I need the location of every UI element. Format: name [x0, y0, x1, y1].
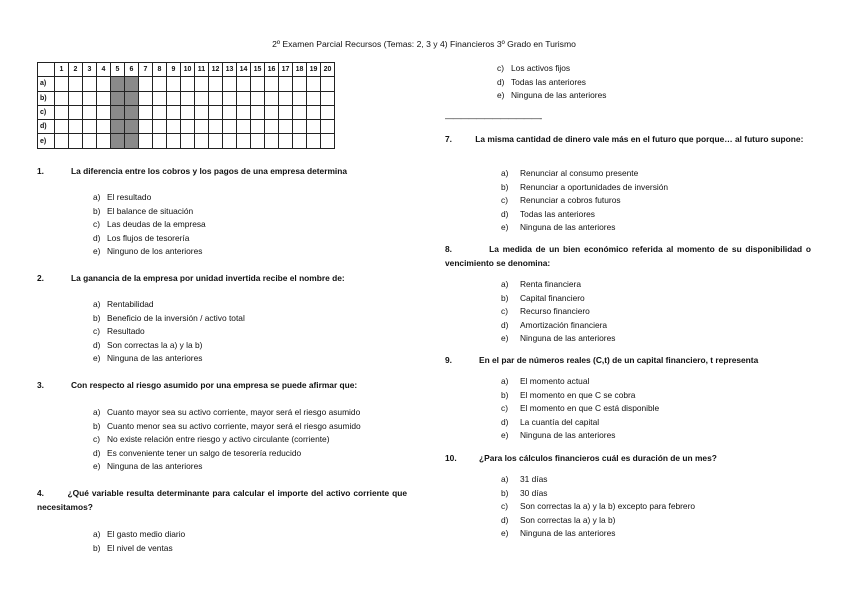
grid-answer-cell[interactable]: [195, 105, 209, 119]
option: b) Capital financiero: [501, 292, 585, 303]
grid-column-header: 11: [195, 63, 209, 77]
grid-answer-cell[interactable]: [153, 120, 167, 134]
option: d) La cuantía del capital: [501, 416, 600, 427]
answer-grid: [37, 62, 335, 149]
grid-answer-cell[interactable]: [223, 134, 237, 148]
grid-answer-cell[interactable]: [251, 77, 265, 91]
option: a) Cuanto mayor sea su activo corriente, mayor será el riesgo asumido: [93, 407, 361, 417]
question-number: 8.: [445, 244, 452, 254]
grid-row-label: c): [38, 105, 55, 119]
grid-answer-cell[interactable]: [139, 91, 153, 105]
separator-line: ————————————-: [445, 113, 542, 123]
grid-answer-cell[interactable]: [167, 120, 181, 134]
grid-answer-cell[interactable]: [69, 134, 83, 148]
grid-answer-cell[interactable]: [237, 91, 251, 105]
grid-answer-cell[interactable]: [307, 105, 321, 119]
grid-answer-cell[interactable]: [69, 91, 83, 105]
grid-answer-cell[interactable]: [83, 120, 97, 134]
grid-answer-cell[interactable]: [125, 77, 139, 91]
grid-answer-cell[interactable]: [139, 105, 153, 119]
question-text: En el par de números reales (C,t) de un capital financiero, t representa: [479, 355, 759, 365]
grid-corner-cell: [38, 63, 55, 77]
option: d) Amortización financiera: [501, 319, 608, 330]
grid-answer-cell[interactable]: [111, 91, 125, 105]
grid-answer-cell[interactable]: [125, 91, 139, 105]
grid-column-header: 7: [139, 63, 153, 77]
grid-answer-cell[interactable]: [195, 134, 209, 148]
grid-answer-cell[interactable]: [307, 91, 321, 105]
grid-answer-cell[interactable]: [111, 134, 125, 148]
grid-answer-cell[interactable]: [321, 77, 335, 91]
option: b) 30 días: [501, 487, 548, 498]
grid-answer-cell[interactable]: [153, 77, 167, 91]
grid-answer-cell[interactable]: [293, 120, 307, 134]
options-q7: [501, 167, 668, 235]
question-text: La diferencia entre los cobros y los pagos de una empresa determina: [71, 166, 347, 176]
grid-column-header: 17: [279, 63, 293, 77]
question-text: Con respecto al riesgo asumido por una empresa se puede afirmar que:: [71, 380, 358, 390]
option: c) Recurso financiero: [501, 306, 590, 317]
grid-answer-cell[interactable]: [293, 134, 307, 148]
question-2: [37, 272, 417, 286]
option: b) El balance de situación: [93, 205, 194, 216]
grid-answer-cell[interactable]: [55, 77, 69, 91]
option: e) Ninguna de las anteriores: [497, 90, 607, 101]
grid-answer-cell[interactable]: [153, 105, 167, 119]
grid-answer-cell[interactable]: [307, 134, 321, 148]
option: e) Ninguna de las anteriores: [501, 333, 616, 344]
grid-row-label: b): [38, 91, 55, 105]
grid-answer-cell[interactable]: [97, 91, 111, 105]
grid-answer-cell[interactable]: [209, 134, 223, 148]
grid-answer-cell[interactable]: [97, 105, 111, 119]
grid-answer-cell[interactable]: [307, 120, 321, 134]
grid-row: [38, 105, 335, 119]
options-q1: [93, 191, 206, 259]
options-q8: [501, 278, 615, 346]
grid-answer-cell[interactable]: [55, 120, 69, 134]
grid-answer-cell[interactable]: [55, 134, 69, 148]
question-number: 3.: [37, 380, 44, 390]
option: b) Cuanto menor sea su activo corriente, mayor será el riesgo asumido: [93, 420, 361, 431]
grid-answer-cell[interactable]: [293, 77, 307, 91]
grid-answer-cell[interactable]: [265, 120, 279, 134]
grid-column-header: 6: [125, 63, 139, 77]
grid-column-header: 14: [237, 63, 251, 77]
grid-answer-cell[interactable]: [181, 105, 195, 119]
grid-answer-cell[interactable]: [237, 134, 251, 148]
question-number: 7.: [445, 134, 452, 144]
grid-column-header: 2: [69, 63, 83, 77]
grid-answer-cell[interactable]: [321, 105, 335, 119]
grid-answer-cell[interactable]: [167, 77, 181, 91]
question-1: [37, 165, 397, 179]
grid-answer-cell[interactable]: [111, 77, 125, 91]
grid-answer-cell[interactable]: [279, 105, 293, 119]
option: e) Ninguna de las anteriores: [501, 528, 616, 539]
grid-answer-cell[interactable]: [55, 105, 69, 119]
grid-column-header: 20: [321, 63, 335, 77]
option: d) Son correctas la a) y la b): [501, 514, 616, 525]
grid-answer-cell[interactable]: [181, 77, 195, 91]
grid-column-header: 18: [293, 63, 307, 77]
question-text: ¿Para los cálculos financieros cuál es duración de un mes?: [479, 453, 717, 463]
question-number: 2.: [37, 273, 44, 283]
option: b) Renunciar a oportunidades de inversión: [501, 181, 669, 192]
grid-answer-cell[interactable]: [97, 77, 111, 91]
question-text: 7. La misma cantidad de dinero vale más en el futuro que porque… al futuro supone:: [445, 134, 804, 144]
option: e) Ninguna de las anteriores: [501, 222, 616, 233]
grid-answer-cell[interactable]: [223, 91, 237, 105]
option: b) El nivel de ventas: [93, 542, 173, 553]
question-text: 8. La medida de un bien económico referida al momento de su disponibilidad o vencimiento se denomina:: [445, 244, 811, 268]
grid-answer-cell[interactable]: [223, 105, 237, 119]
grid-column-header: 19: [307, 63, 321, 77]
grid-answer-cell[interactable]: [223, 120, 237, 134]
grid-column-header: 10: [181, 63, 195, 77]
option: c) Renunciar a cobros futuros: [501, 195, 621, 206]
options-q10: [501, 473, 695, 541]
question-number: 1.: [37, 166, 44, 176]
grid-column-header: 1: [55, 63, 69, 77]
option: e) Ninguna de las anteriores: [501, 430, 616, 441]
grid-answer-cell[interactable]: [83, 134, 97, 148]
grid-column-header: 8: [153, 63, 167, 77]
grid-answer-cell[interactable]: [321, 134, 335, 148]
grid-answer-cell[interactable]: [181, 120, 195, 134]
grid-answer-cell[interactable]: [237, 77, 251, 91]
grid-answer-cell[interactable]: [209, 77, 223, 91]
grid-answer-cell[interactable]: [209, 91, 223, 105]
grid-answer-cell[interactable]: [83, 91, 97, 105]
option: c) Los activos fijos: [497, 63, 571, 73]
option: c) Son correctas la a) y la b) excepto para febrero: [501, 501, 696, 512]
grid-row: [38, 134, 335, 148]
option: d) Todas las anteriores: [501, 208, 595, 219]
grid-answer-cell[interactable]: [195, 77, 209, 91]
grid-answer-cell[interactable]: [167, 91, 181, 105]
option: c) Resultado: [93, 326, 145, 337]
grid-answer-cell[interactable]: [69, 120, 83, 134]
grid-answer-cell[interactable]: [293, 91, 307, 105]
grid-column-header: 15: [251, 63, 265, 77]
grid-answer-cell[interactable]: [265, 91, 279, 105]
question-number: 10.: [445, 453, 457, 463]
grid-answer-cell[interactable]: [97, 120, 111, 134]
grid-answer-cell[interactable]: [55, 91, 69, 105]
grid-answer-cell[interactable]: [83, 105, 97, 119]
grid-row: [38, 120, 335, 134]
options-continued: [497, 62, 606, 103]
option: c) El momento en que C está disponible: [501, 403, 660, 414]
option: a) El resultado: [93, 192, 152, 202]
question-number: 4.: [37, 488, 44, 498]
grid-answer-cell[interactable]: [139, 120, 153, 134]
grid-answer-cell[interactable]: [195, 91, 209, 105]
option: e) Ninguna de las anteriores: [93, 461, 203, 472]
option: d) Es conveniente tener un salgo de tesorería reducido: [93, 447, 302, 458]
grid-answer-cell[interactable]: [125, 120, 139, 134]
grid-answer-cell[interactable]: [153, 134, 167, 148]
option: d) Los flujos de tesorería: [93, 232, 190, 243]
grid-answer-cell[interactable]: [69, 77, 83, 91]
option: a) Renta financiera: [501, 279, 581, 289]
grid-answer-cell[interactable]: [181, 91, 195, 105]
grid-answer-cell[interactable]: [279, 134, 293, 148]
question-9: [445, 354, 825, 368]
option: a) Rentabilidad: [93, 299, 154, 309]
grid-answer-cell[interactable]: [321, 91, 335, 105]
grid-answer-cell[interactable]: [279, 91, 293, 105]
option: a) Renunciar al consumo presente: [501, 168, 639, 178]
grid-answer-cell[interactable]: [167, 105, 181, 119]
grid-column-header: 5: [111, 63, 125, 77]
grid-answer-cell[interactable]: [321, 120, 335, 134]
grid-answer-cell[interactable]: [265, 105, 279, 119]
grid-answer-cell[interactable]: [111, 105, 125, 119]
grid-answer-cell[interactable]: [251, 91, 265, 105]
grid-answer-cell[interactable]: [195, 120, 209, 134]
option: a) El momento actual: [501, 376, 590, 386]
grid-answer-cell[interactable]: [251, 120, 265, 134]
grid-answer-cell[interactable]: [251, 134, 265, 148]
options-q4: [93, 528, 185, 555]
grid-header-row: [38, 63, 335, 77]
option: c) Las deudas de la empresa: [93, 219, 206, 230]
grid-answer-cell[interactable]: [139, 77, 153, 91]
question-text: 4. ¿Qué variable resulta determinante para calcular el importe del activo corriente que necesitamos?: [37, 488, 407, 512]
question-7: [445, 133, 811, 147]
grid-answer-cell[interactable]: [209, 105, 223, 119]
grid-answer-cell[interactable]: [279, 120, 293, 134]
grid-column-header: 9: [167, 63, 181, 77]
grid-answer-cell[interactable]: [307, 77, 321, 91]
option: e) Ninguno de los anteriores: [93, 246, 203, 257]
option: e) Ninguna de las anteriores: [93, 353, 203, 364]
grid-answer-cell[interactable]: [69, 105, 83, 119]
grid-answer-cell[interactable]: [279, 77, 293, 91]
question-4: [37, 487, 407, 514]
question-text: La ganancia de la empresa por unidad invertida recibe el nombre de:: [71, 273, 345, 283]
options-q9: [501, 375, 659, 443]
option: d) Todas las anteriores: [497, 76, 586, 87]
question-8: [445, 243, 811, 270]
grid-row-label: a): [38, 77, 55, 91]
option: b) El momento en que C se cobra: [501, 389, 636, 400]
option: d) Son correctas la a) y la b): [93, 339, 203, 350]
grid-answer-cell[interactable]: [125, 105, 139, 119]
options-q3: [93, 406, 361, 474]
grid-answer-cell[interactable]: [153, 91, 167, 105]
grid-answer-cell[interactable]: [237, 105, 251, 119]
grid-column-header: 4: [97, 63, 111, 77]
grid-answer-cell[interactable]: [265, 77, 279, 91]
grid-row-label: e): [38, 134, 55, 148]
grid-column-header: 13: [223, 63, 237, 77]
page-title: 2º Examen Parcial Recursos (Temas: 2, 3 y 4) Financieros 3º Grado en Turismo: [272, 39, 576, 49]
option: c) No existe relación entre riesgo y activo circulante (corriente): [93, 434, 330, 445]
grid-row-label: d): [38, 120, 55, 134]
grid-answer-cell[interactable]: [167, 134, 181, 148]
grid-answer-cell[interactable]: [265, 134, 279, 148]
grid-answer-cell[interactable]: [181, 134, 195, 148]
grid-answer-cell[interactable]: [111, 120, 125, 134]
grid-answer-cell[interactable]: [125, 134, 139, 148]
option: a) 31 días: [501, 474, 548, 484]
grid-answer-cell[interactable]: [223, 77, 237, 91]
grid-row: [38, 91, 335, 105]
grid-answer-cell[interactable]: [209, 120, 223, 134]
grid-answer-cell[interactable]: [139, 134, 153, 148]
grid-column-header: 3: [83, 63, 97, 77]
grid-column-header: 12: [209, 63, 223, 77]
option: b) Beneficio de la inversión / activo total: [93, 312, 245, 323]
question-10: [445, 452, 825, 466]
question-3: [37, 379, 417, 393]
option: a) El gasto medio diario: [93, 529, 186, 539]
grid-answer-cell[interactable]: [293, 105, 307, 119]
question-number: 9.: [445, 355, 452, 365]
grid-answer-cell[interactable]: [97, 134, 111, 148]
grid-answer-cell[interactable]: [83, 77, 97, 91]
grid-answer-cell[interactable]: [251, 105, 265, 119]
options-q2: [93, 298, 245, 366]
grid-column-header: 16: [265, 63, 279, 77]
grid-row: [38, 77, 335, 91]
grid-answer-cell[interactable]: [237, 120, 251, 134]
